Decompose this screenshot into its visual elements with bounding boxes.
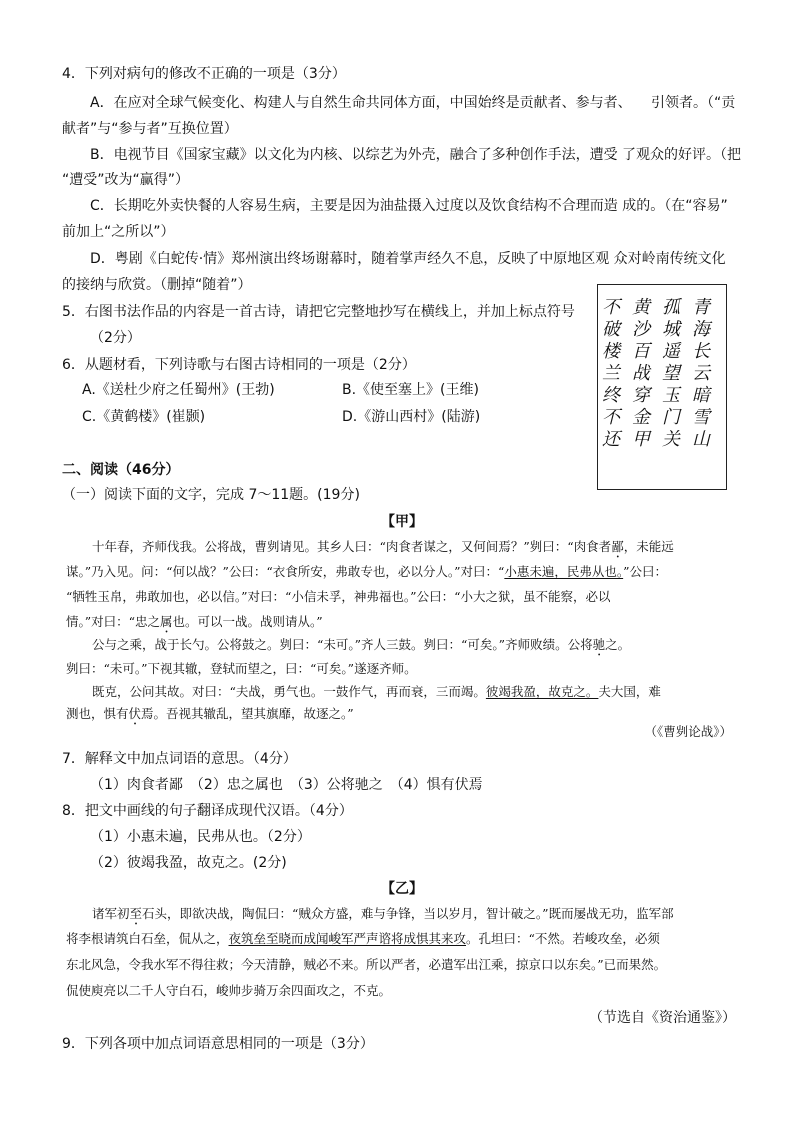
jia-p1-line2-pre: 谋。”乃入见。问：“何以战？”公曰：“衣食所安，弗敢专也，必以分人。”对曰：“ bbox=[66, 564, 505, 579]
poem-character: 青 bbox=[692, 297, 710, 318]
poem-column-3 bbox=[630, 297, 652, 451]
poem-character: 玉 bbox=[662, 385, 680, 406]
yi-line3: 东北风急，令我水军不得往救；今天清静，贼必不来。所以严者，必遣军出江乘，掠京口以东矣。”已而果然。 bbox=[66, 957, 667, 972]
underlined-sentence-1: 小惠未遍，民弗从也。 bbox=[504, 564, 624, 579]
jia-p1-line4-post: 也。可以一战。战则请从。” bbox=[172, 614, 323, 629]
yi-line2 bbox=[66, 930, 660, 948]
passage-jia-title: 【甲】 bbox=[381, 514, 423, 530]
jia-p1-line4 bbox=[66, 613, 323, 636]
poem-character: 还 bbox=[602, 429, 620, 450]
poem-character: 金 bbox=[632, 407, 650, 428]
jia-p3-line1-pre: 既克，公问其故。对曰：“夫战，勇气也。一鼓作气，再而衰，三而竭。 bbox=[92, 684, 486, 699]
q7-items: （1）肉食者鄙 （2）忠之属也 （3）公将驰之 （4）惧有伏焉 bbox=[90, 777, 483, 793]
q7-stem: 7．解释文中加点词语的意思。（4分） bbox=[62, 751, 297, 767]
jia-p3-line1-post: 夫大国，难 bbox=[598, 684, 661, 699]
yi-line4: 侃使庾亮以二千人守白石，峻帅步骑万余四面攻之，不克。 bbox=[66, 983, 392, 998]
yi-line2-pre: 将李根请筑白石垒，侃从之， bbox=[66, 931, 229, 946]
poem-character: 孤 bbox=[662, 297, 680, 318]
poem-character: 关 bbox=[662, 429, 680, 450]
poem-character: 雪 bbox=[692, 407, 710, 428]
q4-stem: 4．下列对病句的修改不正确的一项是（3分） bbox=[62, 66, 346, 82]
q4-option-a-line2: 献者”与“参与者”互换位置） bbox=[62, 121, 238, 137]
q8-item-1: （1）小惠未遍，民弗从也。（2分） bbox=[90, 829, 311, 845]
poem-character: 暗 bbox=[692, 385, 710, 406]
poem-character: 遥 bbox=[662, 341, 680, 362]
poem-character: 战 bbox=[632, 363, 650, 384]
underlined-sentence-2: 彼竭我盈，故克之。 bbox=[485, 684, 599, 699]
poem-character: 兰 bbox=[602, 363, 620, 384]
poem-column-2 bbox=[660, 297, 682, 451]
q4-option-b-line1: B．电视节目《国家宝藏》以文化为内核、以综艺为外壳，融合了多种创作手法，遭受 了观众的好评。（把 bbox=[90, 147, 742, 163]
poem-column-1 bbox=[690, 297, 712, 451]
jia-p1-line1-text: 十年春，齐师伐我。公将战，曹刿请见。其乡人曰：“肉食者谋之，又何间焉？”刿曰：“肉食者 bbox=[92, 539, 612, 554]
poem-character: 破 bbox=[602, 319, 620, 340]
poem-column-4 bbox=[600, 297, 622, 451]
q4-option-b-line2: “遭受”改为“赢得”） bbox=[62, 172, 190, 188]
poem-character: 云 bbox=[692, 363, 710, 384]
jia-p3-line2 bbox=[66, 705, 354, 728]
dotted-word-fu: 伏 bbox=[128, 706, 142, 721]
q8-item-2: （2）彼竭我盈，故克之。(2分) bbox=[90, 855, 287, 871]
jia-p2-line1 bbox=[92, 636, 630, 659]
yi-line1-pre: 诸军初 bbox=[92, 906, 130, 921]
q6-option-b: B.《使至塞上》(王维) bbox=[342, 382, 479, 398]
dotted-word-shu: 属 bbox=[160, 614, 173, 629]
jia-p3-line2-pre: 测也，惧有 bbox=[66, 706, 129, 721]
q5-line1: 5．右图书法作品的内容是一首古诗，请把它完整地抄写在横线上，并加上标点符号 bbox=[62, 304, 575, 320]
q6-option-d: D.《游山西村》(陆游) bbox=[342, 409, 481, 425]
dotted-word-bi: 鄙 bbox=[611, 539, 624, 554]
jia-p3-line1 bbox=[92, 683, 661, 701]
poem-character: 长 bbox=[692, 341, 710, 362]
q4-option-d-line2: 的接纳与欣赏。（删掉“随着”） bbox=[62, 277, 252, 293]
q6-option-a: A.《送杜少府之任蜀州》(王勃) bbox=[82, 382, 275, 398]
poem-character: 甲 bbox=[632, 429, 650, 450]
q4-option-c-line2: 前加上“之所以”） bbox=[62, 224, 175, 240]
poem-character: 楼 bbox=[602, 341, 620, 362]
jia-p1-line1-end: ，未能远 bbox=[623, 539, 674, 554]
jia-p1-line3: “牺牲玉帛，弗敢加也，必以信。”对曰：“小信未孚，神弗福也。”公曰：“小大之狱，虽不能察，必以 bbox=[66, 589, 611, 604]
q9-stem: 9．下列各项中加点词语意思相同的一项是（3分） bbox=[62, 1036, 374, 1052]
jia-p1-line2-post: ”公曰： bbox=[623, 564, 668, 579]
jia-source: （《曹刿论战》） bbox=[644, 724, 732, 739]
underlined-sentence-3: 夜筑垒至晓而成闻峻军严声谘将成惧其来攻 bbox=[228, 931, 467, 946]
dotted-word-chi: 驰 bbox=[592, 637, 606, 652]
poem-character: 穿 bbox=[632, 385, 650, 406]
yi-source: （节选自《资治通鉴》） bbox=[589, 1010, 736, 1026]
poem-character: 不 bbox=[602, 407, 620, 428]
q6-stem: 6．从题材看，下列诗歌与右图古诗相同的一项是（2分） bbox=[62, 357, 416, 373]
poem-character: 不 bbox=[602, 297, 620, 318]
passage-yi-title: 【乙】 bbox=[381, 881, 423, 897]
poem-character: 海 bbox=[692, 319, 710, 340]
jia-p3-line2-post: 焉。吾视其辙乱，望其旗靡，故逐之。” bbox=[141, 706, 354, 721]
poem-character: 山 bbox=[692, 429, 710, 450]
jia-p2-line2: 刿曰：“未可。”下视其辙，登轼而望之，曰：“可矣。”遂逐齐师。 bbox=[66, 661, 417, 676]
yi-line1 bbox=[92, 905, 674, 928]
section-2-subtitle: （一）阅读下面的文字，完成 7～11题。(19分) bbox=[62, 487, 360, 503]
jia-p2-line1-post: 之。 bbox=[605, 637, 631, 652]
dotted-word-zhi: 至 bbox=[129, 906, 143, 921]
poem-character: 黄 bbox=[632, 297, 650, 318]
poem-character: 望 bbox=[662, 363, 680, 384]
poem-character: 百 bbox=[632, 341, 650, 362]
q4-option-a-line1-end: 引领者。（“贡 bbox=[651, 95, 736, 111]
yi-line1-post: 石头，即欲决战，陶侃曰：“贼众方盛，难与争锋，当以岁月，智计破之。”既而屡战无功，监军部 bbox=[142, 906, 674, 921]
jia-p1-line2 bbox=[66, 563, 667, 581]
jia-p1-line1 bbox=[92, 538, 674, 561]
poem-character: 城 bbox=[662, 319, 680, 340]
q4-option-a-line1: A．在应对全球气候变化、构建人与自然生命共同体方面，中国始终是贡献者、参与者、 bbox=[90, 95, 632, 111]
jia-p2-line1-pre: 公与之乘，战于长勺。公将鼓之。刿曰：“未可。”齐人三鼓。刿曰：“可矣。”齐师败绩。公将 bbox=[92, 637, 593, 652]
q5-line2: （2分） bbox=[90, 330, 141, 346]
poem-character: 终 bbox=[602, 385, 620, 406]
jia-p1-line4-pre: 情。”对曰：“忠之 bbox=[66, 614, 161, 629]
q4-option-d-line1: D．粤剧《白蛇传·情》郑州演出终场谢幕时，随着掌声经久不息，反映了中原地区观 众对岭南传统文化 bbox=[90, 251, 726, 267]
poem-character: 沙 bbox=[632, 319, 650, 340]
q4-option-c-line1: C．长期吃外卖快餐的人容易生病，主要是因为油盐摄入过度以及饮食结构不合理而造 成的。（在“容易” bbox=[90, 198, 728, 214]
poem-character: 门 bbox=[662, 407, 680, 428]
yi-line2-post: 。孔坦曰：“不然。若峻攻垒，必须 bbox=[466, 931, 660, 946]
q6-option-c: C.《黄鹤楼》(崔颢) bbox=[82, 409, 206, 425]
calligraphy-poem-image bbox=[597, 284, 727, 490]
q8-stem: 8．把文中画线的句子翻译成现代汉语。（4分） bbox=[62, 803, 353, 819]
section-2-title: 二、阅读（46分） bbox=[62, 462, 180, 478]
